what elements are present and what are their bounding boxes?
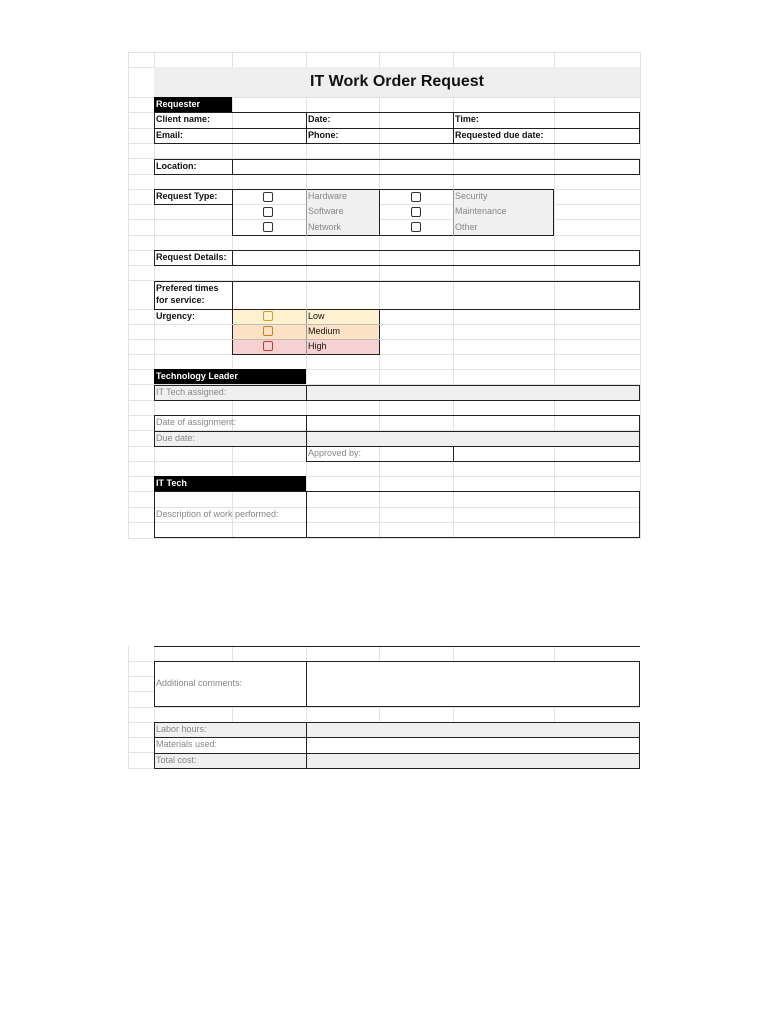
it-tech-assigned-field[interactable] bbox=[307, 386, 639, 400]
urgency-high-checkbox[interactable] bbox=[263, 341, 273, 351]
email-label: Email: bbox=[156, 130, 184, 140]
due-date-field[interactable] bbox=[307, 432, 639, 446]
page-title: IT Work Order Request bbox=[310, 73, 484, 90]
network-checkbox[interactable] bbox=[263, 222, 273, 232]
phone-label: Phone: bbox=[308, 130, 339, 140]
it-tech-assigned-label: IT Tech assigned: bbox=[156, 387, 227, 397]
description-of-work-label: Description of work performed: bbox=[156, 509, 279, 519]
hardware-checkbox[interactable] bbox=[263, 192, 273, 202]
description-of-work-field[interactable] bbox=[307, 492, 639, 537]
approved-by-field[interactable] bbox=[454, 447, 639, 461]
due-date-label: Due date: bbox=[156, 433, 196, 443]
approved-by-label: Approved by: bbox=[308, 448, 362, 458]
date-label: Date: bbox=[308, 114, 331, 124]
request-details-label: Request Details: bbox=[156, 252, 227, 262]
labor-hours-label: Labor hours: bbox=[156, 724, 207, 734]
other-checkbox[interactable] bbox=[411, 222, 421, 232]
urgency-medium-label: Medium bbox=[308, 326, 341, 336]
date-of-assignment-field[interactable] bbox=[307, 416, 639, 430]
materials-used-field[interactable] bbox=[307, 738, 639, 752]
time-label: Time: bbox=[455, 114, 479, 124]
software-option: Software bbox=[308, 206, 344, 216]
client-name-label: Client name: bbox=[156, 114, 211, 124]
urgency-low-checkbox[interactable] bbox=[263, 311, 273, 321]
preferred-times-label-line2: for service: bbox=[156, 295, 205, 305]
maintenance-option: Maintenance bbox=[455, 206, 507, 216]
urgency-label: Urgency: bbox=[156, 311, 196, 321]
total-cost-field[interactable] bbox=[307, 754, 639, 768]
urgency-high-label: High bbox=[308, 341, 327, 351]
request-details-field[interactable] bbox=[233, 251, 639, 265]
software-checkbox[interactable] bbox=[263, 207, 273, 217]
materials-used-label: Materials used: bbox=[156, 739, 218, 749]
urgency-low-label: Low bbox=[308, 311, 325, 321]
it-tech-header: IT Tech bbox=[154, 476, 306, 491]
security-checkbox[interactable] bbox=[411, 192, 421, 202]
total-cost-label: Total cost: bbox=[156, 755, 197, 765]
technology-leader-header: Technology Leader bbox=[154, 369, 306, 384]
location-field[interactable] bbox=[233, 160, 639, 174]
preferred-times-label-line1: Prefered times bbox=[156, 283, 219, 293]
maintenance-checkbox[interactable] bbox=[411, 207, 421, 217]
other-option: Other bbox=[455, 222, 478, 232]
requester-header: Requester bbox=[154, 97, 232, 112]
urgency-medium-checkbox[interactable] bbox=[263, 326, 273, 336]
network-option: Network bbox=[308, 222, 342, 232]
additional-comments-field[interactable] bbox=[307, 662, 639, 706]
date-of-assignment-label: Date of assignment: bbox=[156, 417, 237, 427]
security-option: Security bbox=[455, 191, 488, 201]
hardware-option: Hardware bbox=[308, 191, 348, 201]
labor-hours-field[interactable] bbox=[307, 723, 639, 737]
requested-due-date-label: Requested due date: bbox=[455, 130, 544, 140]
location-label: Location: bbox=[156, 161, 197, 171]
additional-comments-label: Additional comments: bbox=[156, 678, 243, 688]
preferred-times-field[interactable] bbox=[233, 282, 639, 309]
request-type-label: Request Type: bbox=[156, 191, 218, 201]
